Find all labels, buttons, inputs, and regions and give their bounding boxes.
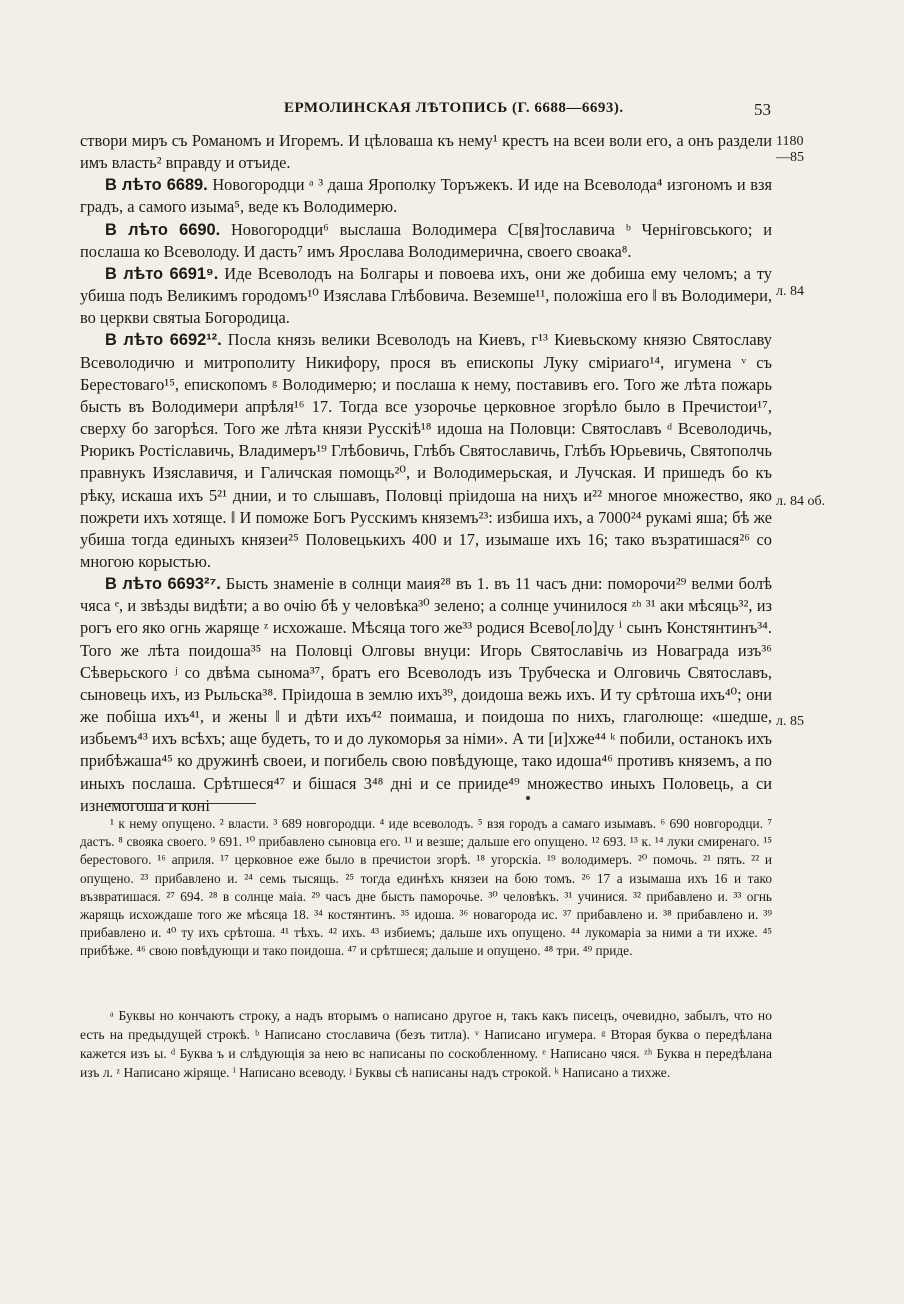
year-heading: В лѣто 6689. <box>105 176 208 195</box>
paragraph-1-text: створи миръ съ Романомъ и Игоремъ. И цѣловаша къ нему¹ крестъ на всеи воли его, а онъ раздели имъ власть² вправду и отъиде. <box>80 131 772 173</box>
year-heading: В лѣто 6693²⁷. <box>105 575 221 594</box>
paragraph-6689 <box>80 174 772 218</box>
margin-year-range: —85 <box>776 150 804 165</box>
paragraph-text: Новогородци ᵃ ³ даша Ярополку Торъжекъ. И иде на Всеволода⁴ изгономъ и взя градъ, а самого изыма⁵, веде къ Володимерю. <box>80 175 772 217</box>
chronicle-text <box>80 130 772 817</box>
year-heading: В лѣто 6692¹². <box>105 331 222 350</box>
page-number: 53 <box>754 100 771 119</box>
paragraph-1 <box>80 130 772 174</box>
footnote-divider <box>108 803 256 804</box>
paragraph-text: Бысть знаменіе в солнци маия²⁸ въ 1. въ 11 часъ дни: поморочи²⁹ велми болѣ чяса ᵉ, и звѣзды видѣти; а во очію бѣ у человѣка³⁰ зелено; а солнце учинилося ᶻʰ ³¹ аки мѣсяць³², из рогъ его яко огнь жаряще ᶻ исхожаше. Мѣсяца того же³³ родися Всево[ло]ду ⁱ сынъ Констянтинъ³⁴. Того же лѣта поидоша³⁵ на Половці Олговы внуци: Игорь Святославічь из Новаграда изъ³⁶ Сѣверьского ʲ со двѣма сынома³⁷, братъ его Всеволодъ изъ Трубческа и Олговичь Святославъ, сыновець ихъ, из Рыльска³⁸. Пріидоша в землю ихъ³⁹, доидоша вежь ихъ. И ту срѣтоша ихъ⁴⁰; они же побіша ихъ⁴¹, и жены ‖ и дѣти ихъ⁴² поимаша, и поидоша по нихъ, глаголюще: «шедше, избьемъ⁴³ ихъ всѣхъ; аще будеть, то и до лукоморья за німи». А ти [и]хже⁴⁴ ᵏ побили, останокъ ихъ прибѣжаша⁴⁵ ко дружинѣ своеи, и погибель свою повѣдующе, тако идоша⁴⁶ противъ княземъ, а по иныхъ послаша. Срѣтшеся⁴⁷ и бішася 3⁴⁸ дні и се прииде⁴⁹ множество иныхъ Половець, а си изнемогоша и коні <box>80 574 772 815</box>
margin-year: 1180 <box>776 134 804 149</box>
year-heading: В лѣто 6691⁹. <box>105 264 219 283</box>
paragraph-6691 <box>80 263 772 329</box>
editorial-notes: ᵃ Буквы но кончаютъ строку, а надъ вторымъ о написано другое н, такъ какъ писецъ, очевидно, забылъ, что но есть на предыдущей строкѣ. ᵇ Написано стославича (безъ титла). ᵛ Написано игумера. ᵍ Вторая буква о передѣлана кажется изъ ы. ᵈ Буква ъ и слѣдующія за нею вс написаны по соскобленному. ᵉ Написано чяся. ᶻʰ Буква н передѣлана изъ л. ᶻ Написано жіряще. ⁱ Написано всеводу. ʲ Буквы сѣ написаны надъ строкой. ᵏ Написано а тихже. <box>80 1008 772 1080</box>
paragraph-6693 <box>80 573 772 817</box>
paragraph-text: Иде Всеволодъ на Болгары и повоева ихъ, они же добиша ему челомъ; а ту убиша подъ Великимъ городомъ¹⁰ Изяслава Глѣбовича. Веземше¹¹, положіша его ‖ въ Володимери, во церкви святыа Богородица. <box>80 263 772 328</box>
page-header <box>0 100 904 124</box>
paragraph-text: Новогородци⁶ выслаша Володимера С[вя]тославича ᵇ Черніговського; и послаша ко Всеволоду. И дасть⁷ имъ Ярослава Володимерична, своего своака⁸. <box>80 219 772 261</box>
margin-leaf: л. 84 <box>776 284 804 299</box>
margin-leaf: л. 85 <box>776 714 804 729</box>
paragraph-text: Посла князь велики Всеволодъ на Киевъ, г¹³ Киевьскому князю Святославу Всеволодичю и митрополиту Никифору, прося въ епископы Луку сміриаго¹⁴, игумена ᵛ съ Берестоваго¹⁵, епископомъ ᵍ Володимерю; и послаша к нему, поставивъ его. Того же лѣта пожарь бысть въ Володимери апрѣля¹⁶ 17. Тогда все узорочье церковное згорѣло было в Пречистои¹⁷, сверху бо загорѣся. Того же лѣта князи Русскіѣ¹⁸ идоша на Половци: Святославъ ᵈ Всеволодичь, Рюрикъ Ростіславичь, Владимеръ¹⁹ Глѣбовичь, Глѣбъ Святославичь, Глѣбъ Юрьевичь, Святополчь правнукъ Изяславичя, и Галичская помощь²⁰, и Володимерьская, и Лучская. И пришедъ бо къ рѣку, искаша ихъ 5²¹ днии, и то слышавъ, Половці пріидоша на ниҳъ и²² многое множество, яко пожрети ихъ хотяще. ‖ И поможе Богъ Русскимъ княземъ²³: избиша ихъ, а 7000²⁴ рукамі яша; бѣ же убиша тогда единыхъ князеи²⁵ Половецькихъ 400 и 17, изымаше ихъ 16; тако възратишася²⁶ со многою корыстью. <box>80 330 772 571</box>
running-title: ЕРМОЛИНСКАЯ ЛѢТОПИСЬ (Г. 6688—6693). <box>284 100 624 116</box>
paragraph-6690 <box>80 219 772 263</box>
variant-readings: ¹ к нему опущено. ² власти. ³ 689 новгородци. ⁴ иде всеволодъ. ⁵ взя городъ а самаго изымавъ. ⁶ 690 новгородци. ⁷ дастъ. ⁸ своякa своего. ⁹ 691. ¹⁰ прибавлено сыновца его. ¹¹ и везше; дальше его опущено. ¹² 693. ¹³ к. ¹⁴ луки смиренаго. ¹⁵ берестового. ¹⁶ априля. ¹⁷ церковное еже было в пречистои згорѣ. ¹⁸ угорскіа. ¹⁹ володимеръ. ²⁰ помочь. ²¹ пять. ²² и опущено. ²³ прибавлено и. ²⁴ семь тысящь. ²⁵ тогда единѣхъ князеи на бою томъ. ²⁶ 17 а изымаша ихъ 16 и тако възвратишася. ²⁷ 694. ²⁸ в солнце маіа. ²⁹ часъ дне бысть паморочье. ³⁰ человѣкъ. ³¹ учинися. ³² прибавлено и. ³³ огнь жарящь исхождаше того же мѣсяца 18. ³⁴ костянтинъ. ³⁵ идоша. ³⁶ новагорода ис. ³⁷ прибавлено и. ³⁸ прибавлено и. ³⁹ прибавлено и. ⁴⁰ ту ихъ срѣтоша. ⁴¹ тѣхъ. ⁴² ихъ. ⁴³ избиемъ; дальше ихъ опущено. ⁴⁴ лукомаріа за ними а ти ихже. ⁴⁵ прибѣже. ⁴⁶ свою повѣдующи и тако поидоша. ⁴⁷ и срѣтшеся; дальше и опущено. ⁴⁸ три. ⁴⁹ приде. <box>80 816 772 959</box>
center-dot <box>526 796 530 800</box>
paragraph-6692 <box>80 329 772 573</box>
margin-leaf: л. 84 об. <box>776 494 826 509</box>
year-heading: В лѣто 6690. <box>105 220 221 239</box>
